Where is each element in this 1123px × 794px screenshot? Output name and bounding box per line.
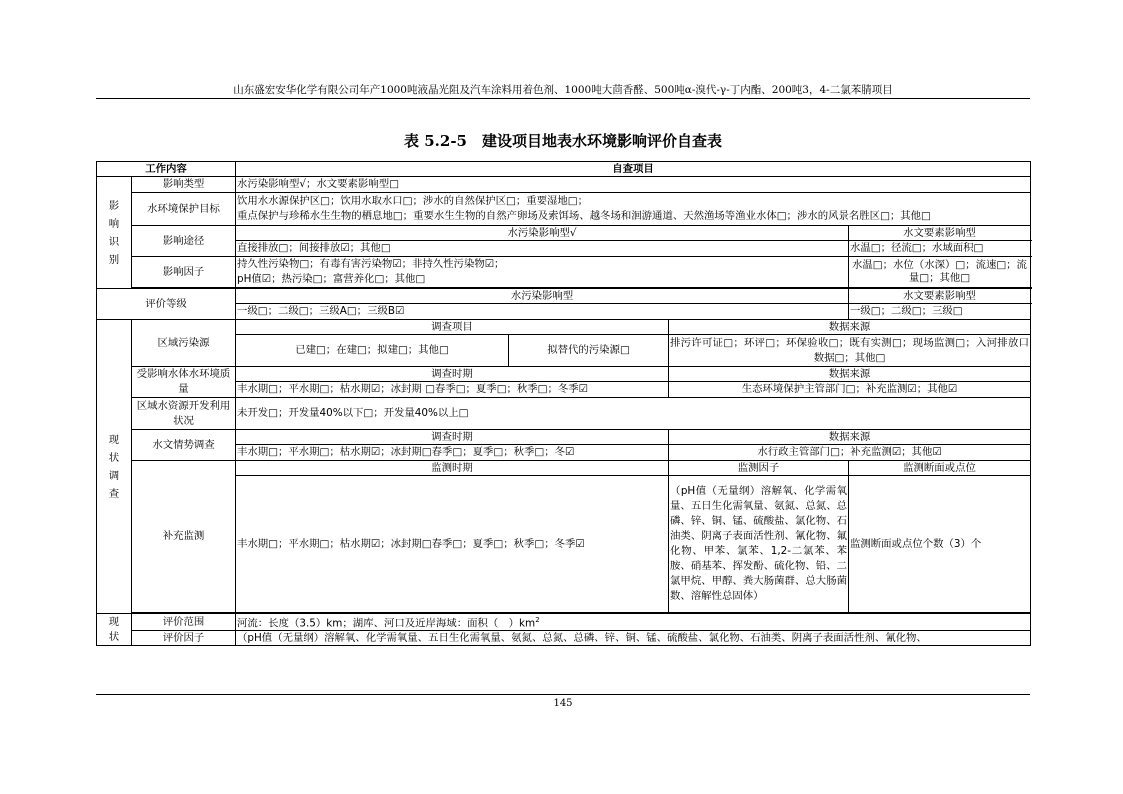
water-quality-h2: 数据来源	[669, 367, 1031, 382]
header-check-items: 自查项目	[236, 162, 1031, 177]
table-title: 表 5.2-5 建设项目地表水环境影响评价自查表	[404, 132, 722, 150]
pollution-source-v1: 已建□；在建□；拟建□；其他□	[236, 335, 509, 367]
supp-v3: 监测断面或点位个数（3）个	[849, 476, 1031, 613]
pollution-source-label: 区域污染源	[132, 320, 236, 367]
self-check-table	[96, 161, 1031, 646]
impact-type-label: 影响类型	[132, 177, 236, 193]
group-impact-identification: 影响识别	[97, 177, 132, 289]
supplementary-monitoring-label: 补充监测	[132, 461, 236, 613]
running-header: 山东盛宏安华化学有限公司年产1000吨液晶光阻及汽车涂料用着色剂、1000吨大茴香醛、500吨α-溴代-γ-丁内酯、200吨3，4-二氯苯腈项目	[233, 84, 893, 96]
water-quality-v2: 生态环境保护主管部门□；补充监测☑；其他☑	[669, 382, 1031, 398]
hydrology-label: 水文情势调查	[132, 430, 236, 461]
eval-factor-label: 评价因子	[132, 631, 236, 646]
eval-grade-v2: 一级□；二级□；三级□	[849, 304, 1031, 320]
hydrology-h2: 数据来源	[669, 430, 1031, 445]
header-rule	[96, 98, 1030, 99]
pollution-source-h2: 数据来源	[669, 320, 1031, 335]
supp-h1: 监测时期	[236, 461, 669, 476]
protection-target-label: 水环境保护目标	[132, 193, 236, 226]
page-number: 145	[553, 698, 573, 709]
eval-factor-value: （pH值（无量纲）溶解氧、化学需氧量、五日生化需氧量、氨氮、总氮、总磷、锌、铜、锰、硫酸盐、氯化物、石油类、阴离子表面活性剂、氰化物、	[236, 631, 1031, 646]
footer-rule	[96, 694, 1030, 695]
header-work-content: 工作内容	[97, 162, 236, 177]
eval-grade-h2: 水文要素影响型	[849, 289, 1031, 304]
eval-grade-v1: 一级□；二级□；三级A□；三级B☑	[236, 304, 849, 320]
supp-h3: 监测断面或点位	[849, 461, 1031, 476]
impact-path-h2: 水文要素影响型	[849, 226, 1031, 241]
eval-range-label: 评价范围	[132, 614, 236, 631]
impact-factor-label: 影响因子	[132, 257, 236, 288]
group-status: 现状	[97, 614, 132, 646]
pollution-source-v1b: 拟替代的污染源□	[509, 335, 669, 367]
impact-path-v1: 直接排放□；间接排放☑；其他□	[236, 241, 849, 257]
water-quality-h1: 调查时期	[236, 367, 669, 382]
hydrology-v1: 丰水期□；平水期□；枯水期☑；冰封期□春季□；夏季□；秋季□；冬☑	[236, 445, 669, 461]
eval-grade-h1: 水污染影响型	[236, 289, 849, 304]
hydrology-h1: 调查时期	[236, 430, 669, 445]
hydrology-v2: 水行政主管部门□；补充监测☑；其他☑	[669, 445, 1031, 461]
impact-factor-v1: 持久性污染物□；有毒有害污染物☑；非持久性污染物☑； pH值☑；热污染□；富营养化□；其他□	[236, 257, 849, 288]
protection-target-value: 饮用水水源保护区□；饮用水取水口□；涉水的自然保护区□；重要湿地□； 重点保护与珍稀水生生物的栖息地□；重要水生生物的自然产卵场及索饵场、越冬场和洄游通道、天然渔场等渔业水体□；涉水的风景名胜区□；其他□	[236, 193, 1031, 226]
impact-path-h1: 水污染影响型√	[236, 226, 849, 241]
impact-path-label: 影响途径	[132, 226, 236, 257]
eval-range-value: 河流：长度（3.5）km；湖库、河口及近岸海域：面积（ ）$km^2$	[236, 614, 1031, 631]
pollution-source-h1: 调查项目	[236, 320, 669, 335]
impact-path-v2: 水温□；径流□；水域面积□	[849, 241, 1031, 257]
impact-type-value: 水污染影响型√；水文要素影响型□	[236, 177, 1031, 193]
water-quality-label: 受影响水体水环境质量	[132, 367, 236, 398]
supp-v1: 丰水期□；平水期□；枯水期☑；冰封期□春季□；夏季□；秋季□；冬季☑	[236, 476, 669, 613]
impact-factor-v2: 水温□；水位（水深）□；流速□；流量□；其他□	[849, 257, 1031, 288]
water-quality-v1: 丰水期□；平水期□；枯水期☑；冰封期 □春季□；夏季□；秋季□；冬季☑	[236, 382, 669, 398]
water-resource-value: 未开发□；开发量40%以下□；开发量40%以上□	[236, 398, 1031, 430]
supp-v2: （pH值（无量纲）溶解氧、化学需氧量、五日生化需氧量、氨氮、总氮、总磷、锌、铜、锰、硫酸盐、氯化物、石油类、阴离子表面活性剂、氰化物、氟化物、甲苯、氯苯、1,2-二氯苯、苯胺、硝基苯、挥发酚、硫化物、铅、二氯甲烷、甲醇、粪大肠菌群、总大肠菌数、溶解性总固体）	[669, 476, 849, 613]
group-current-survey: 现状调查	[97, 320, 132, 614]
water-resource-label: 区域水资源开发利用状况	[132, 398, 236, 430]
supp-h2: 监测因子	[669, 461, 849, 476]
pollution-source-v2: 排污许可证□；环评□；环保验收□；既有实测□；现场监测□；入河排放口数据□；其他□	[669, 335, 1031, 367]
eval-grade-label: 评价等级	[97, 289, 236, 320]
